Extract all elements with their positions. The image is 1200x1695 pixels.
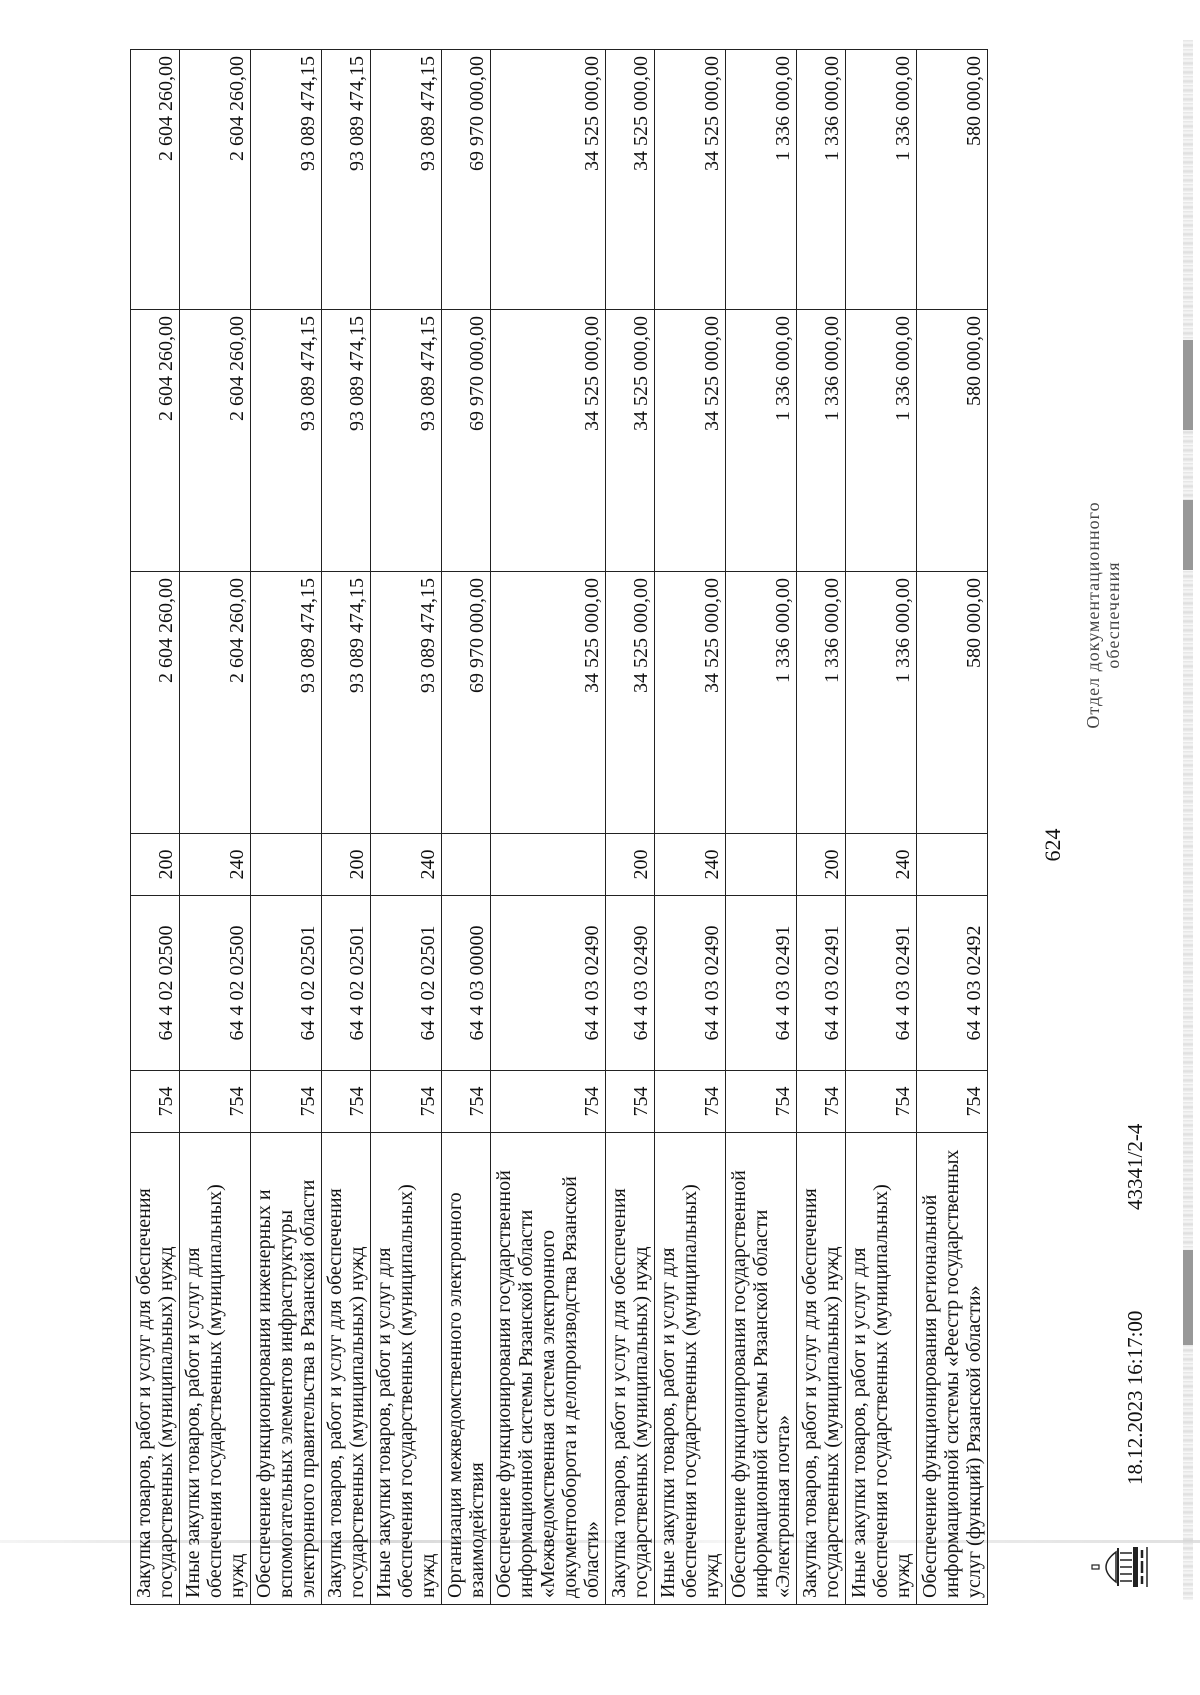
cell-sum-3: 580 000,00 <box>917 50 988 310</box>
cell-sum-2: 93 089 474,15 <box>371 310 442 572</box>
cell-sum-1: 93 089 474,15 <box>322 572 371 834</box>
cell-expense-type <box>442 834 491 896</box>
cell-target: 64 4 02 02501 <box>251 896 322 1071</box>
cell-sum-2: 69 970 000,00 <box>442 310 491 572</box>
cell-name: Иные закупки товаров, работ и услуг для обеспечения государственных (муниципальных) нужд <box>371 1133 442 1605</box>
cell-ministry: 754 <box>442 1071 491 1133</box>
cell-target: 64 4 02 02501 <box>371 896 442 1071</box>
cell-name: Закупка товаров, работ и услуг для обеспечения государственных (муниципальных) нужд <box>322 1133 371 1605</box>
cell-sum-2: 2 604 260,00 <box>131 310 180 572</box>
cell-sum-3: 1 336 000,00 <box>797 50 846 310</box>
table-row <box>726 50 797 1605</box>
table-row <box>606 50 655 1605</box>
cell-expense-type: 240 <box>655 834 726 896</box>
cell-target: 64 4 02 02500 <box>131 896 180 1071</box>
cell-sum-3: 93 089 474,15 <box>371 50 442 310</box>
table-row <box>180 50 251 1605</box>
cell-target: 64 4 03 02491 <box>726 896 797 1071</box>
cell-ministry: 754 <box>491 1071 606 1133</box>
cell-sum-2: 34 525 000,00 <box>606 310 655 572</box>
cell-sum-3: 93 089 474,15 <box>251 50 322 310</box>
cell-sum-2: 1 336 000,00 <box>846 310 917 572</box>
cell-sum-3: 2 604 260,00 <box>180 50 251 310</box>
cell-expense-type <box>726 834 797 896</box>
cell-ministry: 754 <box>606 1071 655 1133</box>
cell-name: Организация межведомственного электронного взаимодействия <box>442 1133 491 1605</box>
cell-sum-1: 2 604 260,00 <box>131 572 180 834</box>
cell-sum-3: 34 525 000,00 <box>606 50 655 310</box>
cell-ministry: 754 <box>180 1071 251 1133</box>
budget-table <box>130 49 988 1605</box>
cell-ministry: 754 <box>846 1071 917 1133</box>
duma-building-icon <box>1090 1544 1150 1590</box>
cell-target: 64 4 03 00000 <box>442 896 491 1071</box>
cell-target: 64 4 03 02490 <box>491 896 606 1071</box>
cell-target: 64 4 02 02500 <box>180 896 251 1071</box>
department-stamp <box>1083 455 1123 775</box>
cell-sum-3: 1 336 000,00 <box>846 50 917 310</box>
cell-ministry: 754 <box>371 1071 442 1133</box>
cell-sum-2: 1 336 000,00 <box>797 310 846 572</box>
cell-name: Обеспечение функционирования региональной информационной системы «Реестр государственных услуг (функций) Рязанской области» <box>917 1133 988 1605</box>
cell-sum-3: 1 336 000,00 <box>726 50 797 310</box>
cell-target: 64 4 03 02490 <box>606 896 655 1071</box>
cell-sum-3: 34 525 000,00 <box>655 50 726 310</box>
cell-ministry: 754 <box>655 1071 726 1133</box>
cell-name: Иные закупки товаров, работ и услуг для обеспечения государственных (муниципальных) нужд <box>655 1133 726 1605</box>
cell-expense-type: 240 <box>180 834 251 896</box>
cell-sum-1: 1 336 000,00 <box>846 572 917 834</box>
cell-sum-1: 2 604 260,00 <box>180 572 251 834</box>
cell-expense-type: 200 <box>797 834 846 896</box>
cell-expense-type: 240 <box>846 834 917 896</box>
cell-sum-1: 34 525 000,00 <box>606 572 655 834</box>
cell-name: Иные закупки товаров, работ и услуг для обеспечения государственных (муниципальных) нужд <box>180 1133 251 1605</box>
page-number: 624 <box>1040 828 1065 862</box>
cell-ministry: 754 <box>251 1071 322 1133</box>
cell-expense-type <box>491 834 606 896</box>
cell-sum-2: 2 604 260,00 <box>180 310 251 572</box>
cell-sum-1: 93 089 474,15 <box>251 572 322 834</box>
cell-expense-type: 200 <box>322 834 371 896</box>
table-row <box>131 50 180 1605</box>
cell-target: 64 4 03 02491 <box>846 896 917 1071</box>
cell-ministry: 754 <box>917 1071 988 1133</box>
table-row <box>491 50 606 1605</box>
cell-name: Иные закупки товаров, работ и услуг для обеспечения государственных (муниципальных) нужд <box>846 1133 917 1605</box>
table-row <box>655 50 726 1605</box>
table-row <box>917 50 988 1605</box>
cell-sum-2: 93 089 474,15 <box>251 310 322 572</box>
stamp-line-2: обеспечения <box>1103 561 1123 669</box>
cell-target: 64 4 02 02501 <box>322 896 371 1071</box>
cell-sum-2: 580 000,00 <box>917 310 988 572</box>
cell-expense-type: 200 <box>131 834 180 896</box>
table-row <box>846 50 917 1605</box>
budget-table-body <box>131 50 988 1605</box>
table-row <box>322 50 371 1605</box>
cell-sum-3: 2 604 260,00 <box>131 50 180 310</box>
cell-sum-1: 93 089 474,15 <box>371 572 442 834</box>
cell-target: 64 4 03 02490 <box>655 896 726 1071</box>
cell-target: 64 4 03 02491 <box>797 896 846 1071</box>
table-row <box>371 50 442 1605</box>
cell-name: Обеспечение функционирования государственной информационной системы Рязанской области «Межведомственная система электронного документооборота и делопроизводства Рязанской области» <box>491 1133 606 1605</box>
cell-expense-type <box>917 834 988 896</box>
cell-sum-1: 34 525 000,00 <box>491 572 606 834</box>
cell-ministry: 754 <box>726 1071 797 1133</box>
cell-ministry: 754 <box>131 1071 180 1133</box>
cell-expense-type: 240 <box>371 834 442 896</box>
cell-sum-1: 69 970 000,00 <box>442 572 491 834</box>
cell-target: 64 4 03 02492 <box>917 896 988 1071</box>
table-row <box>797 50 846 1605</box>
cell-name: Закупка товаров, работ и услуг для обеспечения государственных (муниципальных) нужд <box>131 1133 180 1605</box>
cell-sum-3: 69 970 000,00 <box>442 50 491 310</box>
cell-sum-3: 93 089 474,15 <box>322 50 371 310</box>
cell-sum-2: 93 089 474,15 <box>322 310 371 572</box>
cell-name: Закупка товаров, работ и услуг для обеспечения государственных (муниципальных) нужд <box>797 1133 846 1605</box>
cell-sum-2: 34 525 000,00 <box>655 310 726 572</box>
cell-sum-2: 1 336 000,00 <box>726 310 797 572</box>
table-row <box>442 50 491 1605</box>
cell-sum-1: 1 336 000,00 <box>726 572 797 834</box>
cell-name: Обеспечение функционирования инженерных и вспомогательных элементов инфраструктуры электронного правительства в Рязанской области <box>251 1133 322 1605</box>
cell-expense-type: 200 <box>606 834 655 896</box>
cell-sum-1: 1 336 000,00 <box>797 572 846 834</box>
cell-ministry: 754 <box>322 1071 371 1133</box>
document-id: 43341/2-4 <box>1123 1123 1147 1210</box>
cell-sum-1: 34 525 000,00 <box>655 572 726 834</box>
table-row <box>251 50 322 1605</box>
cell-name: Закупка товаров, работ и услуг для обеспечения государственных (муниципальных) нужд <box>606 1133 655 1605</box>
page-footer <box>1065 50 1195 1605</box>
cell-ministry: 754 <box>797 1071 846 1133</box>
cell-sum-2: 34 525 000,00 <box>491 310 606 572</box>
cell-sum-1: 580 000,00 <box>917 572 988 834</box>
cell-sum-3: 34 525 000,00 <box>491 50 606 310</box>
stamp-line-1: Отдел документационного <box>1083 501 1103 729</box>
cell-expense-type <box>251 834 322 896</box>
print-timestamp: 18.12.2023 16:17:00 <box>1123 1310 1147 1485</box>
cell-name: Обеспечение функционирования государственной информационной системы Рязанской области «Электронная почта» <box>726 1133 797 1605</box>
